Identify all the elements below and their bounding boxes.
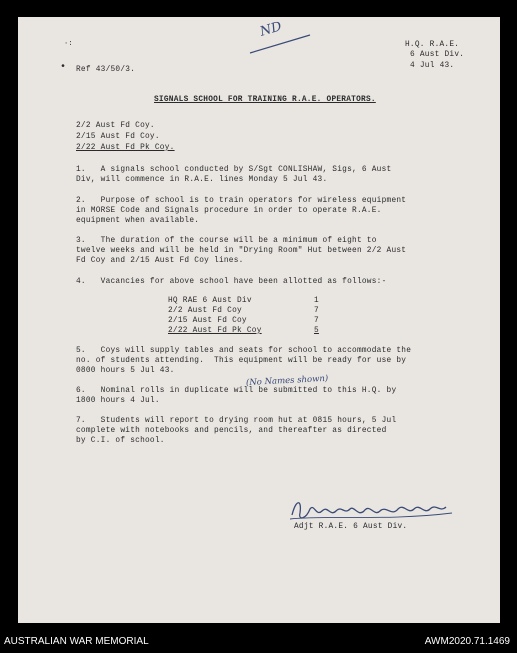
hole-mark: • bbox=[60, 62, 67, 73]
reference-number: Ref 43/50/3. bbox=[76, 66, 136, 74]
paragraph-1-line: Div, will commence in R.A.E. lines Monday 5 Jul 43. bbox=[76, 176, 328, 184]
handwritten-stroke bbox=[246, 27, 326, 57]
paragraph-5-line: 5. Coys will supply tables and seats for school to accommodate the bbox=[76, 347, 412, 355]
allotment-unit: 2/2 Aust Fd Coy bbox=[168, 307, 242, 315]
archive-id: AWM2020.71.1469 bbox=[424, 636, 510, 647]
header-division: 6 Aust Div. bbox=[410, 51, 465, 59]
paragraph-6-line: 1800 hours 4 Jul. bbox=[76, 397, 160, 405]
archive-caption: AUSTRALIAN WAR MEMORIAL bbox=[4, 636, 149, 647]
allotment-count: 7 bbox=[314, 317, 319, 325]
addressee: 2/22 Aust Fd Pk Coy. bbox=[76, 144, 175, 152]
paragraph-2-line: equipment when available. bbox=[76, 217, 200, 225]
allotment-count: 1 bbox=[314, 297, 319, 305]
hole-mark: ·: bbox=[64, 40, 73, 48]
paragraph-4: 4. Vacancies for above school have been allotted as follows:- bbox=[76, 278, 387, 286]
addressee: 2/15 Aust Fd Coy. bbox=[76, 133, 160, 141]
allotment-count: 5 bbox=[314, 327, 319, 335]
paragraph-2-line: in MORSE Code and Signals procedure in order to operate R.A.E. bbox=[76, 207, 382, 215]
paragraph-6-line: 6. Nominal rolls in duplicate will be submitted to this H.Q. by bbox=[76, 387, 397, 395]
allotment-count: 7 bbox=[314, 307, 319, 315]
allotment-unit: HQ RAE 6 Aust Div bbox=[168, 297, 252, 305]
signature-block: Adjt R.A.E. 6 Aust Div. bbox=[294, 523, 408, 531]
allotment-unit: 2/15 Aust Fd Coy bbox=[168, 317, 247, 325]
paragraph-3-line: twelve weeks and will be held in "Drying Room" Hut between 2/2 Aust bbox=[76, 247, 407, 255]
paragraph-3-line: Fd Coy and 2/15 Aust Fd Coy lines. bbox=[76, 257, 244, 265]
paragraph-5-line: no. of students attending. This equipment will be ready for use by bbox=[76, 357, 407, 365]
allotment-unit: 2/22 Aust Fd Pk Coy bbox=[168, 327, 262, 335]
addressee: 2/2 Aust Fd Coy. bbox=[76, 122, 155, 130]
paragraph-7-line: complete with notebooks and pencils, and thereafter as directed bbox=[76, 427, 387, 435]
paragraph-1-line: 1. A signals school conducted by S/Sgt CONLISHAW, Sigs, 6 Aust bbox=[76, 166, 392, 174]
paragraph-2-line: 2. Purpose of school is to train operators for wireless equipment bbox=[76, 197, 407, 205]
handwritten-note: (No Names shown) bbox=[245, 373, 329, 389]
paragraph-5-line: 0800 hours 5 Jul 43. bbox=[76, 367, 175, 375]
header-date: 4 Jul 43. bbox=[410, 62, 455, 70]
paragraph-3-line: 3. The duration of the course will be a minimum of eight to bbox=[76, 237, 377, 245]
handwritten-initials: ND bbox=[258, 19, 284, 40]
document-page bbox=[18, 17, 500, 623]
header-hq: H.Q. R.A.E. bbox=[405, 41, 460, 49]
paragraph-7-line: by C.I. of school. bbox=[76, 437, 165, 445]
memo-title: SIGNALS SCHOOL FOR TRAINING R.A.E. OPERATORS. bbox=[154, 96, 376, 104]
paragraph-7-line: 7. Students will report to drying room hut at 0815 hours, 5 Jul bbox=[76, 417, 397, 425]
